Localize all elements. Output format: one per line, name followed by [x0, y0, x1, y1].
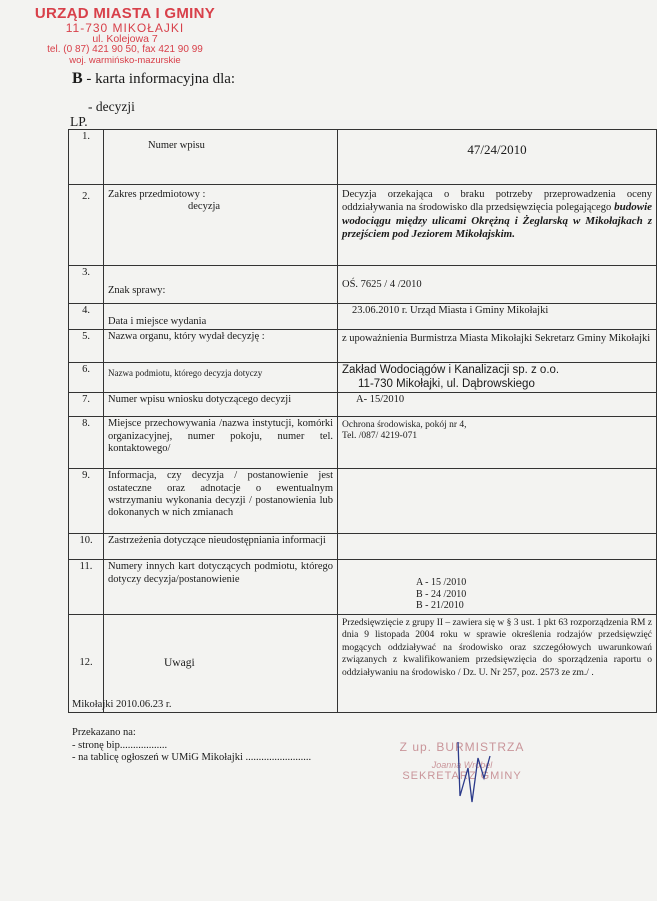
card-subheading: - decyzji [88, 99, 135, 114]
row-label: Nazwa organu, który wydał decyzję : [104, 330, 338, 363]
lp-label: LP. [70, 114, 88, 129]
row-label: Data i miejsce wydania [104, 304, 338, 330]
stamp-line-name: URZĄD MIASTA I GMINY [34, 5, 216, 22]
row-number: 9. [69, 469, 104, 534]
row-label: Uwagi [104, 615, 338, 713]
stamp-line-street: ul. Kolejowa 7 [92, 33, 158, 46]
row-label: Numer wpisu [104, 130, 338, 185]
finality-value [338, 469, 657, 534]
scope-value [338, 185, 657, 266]
row-number: 3. [69, 266, 104, 304]
row-label: Znak sprawy: [104, 266, 338, 304]
row-label: Numer wpisu wniosku dotyczącego decyzji [104, 393, 338, 417]
restrictions-value [338, 534, 657, 560]
row-label: Nazwa podmiotu, którego decyzja dotyczy [104, 363, 338, 393]
storage-phone: Tel. /087/ 4219-071 [342, 431, 418, 442]
table-row [69, 615, 657, 713]
stamp-line-postcode: 11-730 MIKOŁAJKI [65, 20, 185, 35]
table-row [69, 469, 657, 534]
table-row [69, 363, 657, 393]
entity-name: Zakład Wodociągów i Kanalizacji sp. z o.o. [342, 364, 560, 376]
other-cards-value [338, 560, 657, 615]
card-heading-text: - karta informacyjna dla: [86, 71, 236, 87]
row-number: 7. [69, 393, 104, 417]
table-row [69, 417, 657, 469]
table-row [69, 560, 657, 615]
other-card-item: A - 15 /2010 [416, 577, 467, 589]
table-row [69, 185, 657, 266]
row-label [104, 185, 338, 266]
issuing-authority-value: z upoważnienia Burmistrza Miasta Mikołajki Sekretarz Gminy Mikołajki [338, 330, 657, 363]
table-row [69, 130, 657, 185]
row-number: 5. [69, 330, 104, 363]
storage-value [338, 417, 657, 469]
signature-line-name: Joanna Wróbel [431, 760, 493, 770]
row-label: Informacja, czy decyzja / postanowienie jest ostateczne oraz adnotacje o ewentualnym wstrzymaniu wykonania decyzji / postanowienia lub dokonanych w nich zmianach [104, 469, 338, 534]
row-label: Numery innych kart dotyczących podmiotu, którego dotyczy decyzja/postanowienie [104, 560, 338, 615]
handover-bip: - stronę bip.................. [72, 740, 168, 751]
table-row [69, 304, 657, 330]
entity-address: 11-730 Mikołajki, ul. Dąbrowskiego [358, 377, 535, 390]
office-stamp [20, 6, 230, 66]
scope-type: decyzja [188, 201, 221, 213]
application-number-value: A- 15/2010 [338, 393, 657, 417]
other-card-item: B - 24 /2010 [416, 588, 467, 600]
stamp-line-phone: tel. (0 87) 421 90 50, fax 421 90 99 [47, 44, 203, 56]
card-heading [72, 70, 235, 88]
entry-number-value: 47/24/2010 [338, 130, 657, 185]
entity-value [338, 363, 657, 393]
place-date: Mikołajki 2010.06.23 r. [72, 699, 172, 710]
row-number: 12. [69, 615, 104, 713]
card-heading-letter: B [72, 70, 83, 87]
table-row [69, 534, 657, 560]
scope-label: Zakres przedmiotowy : [108, 189, 206, 200]
issue-date-value: 23.06.2010 r. Urząd Miasta i Gminy Mikołajki [338, 304, 657, 330]
scope-value-text: Decyzja orzekająca o braku potrzeby przeprowadzenia oceny oddziaływania na środowisko dla przedsięwzięcia polegającego [342, 189, 652, 214]
other-card-item: B - 21/2010 [416, 600, 464, 612]
row-number: 4. [69, 304, 104, 330]
signature-line-authorisation: Z up. BURMISTRZA [399, 740, 525, 754]
row-label: Miejsce przechowywania /nazwa instytucji, komórki organizacyjnej, numer pokoju, numer tel. kontaktowego/ [104, 417, 338, 469]
row-number: 10. [69, 534, 104, 560]
table-row [69, 393, 657, 417]
storage-place: Ochrona środowiska, pokój nr 4, [342, 420, 467, 431]
row-number: 2. [69, 185, 104, 266]
row-number: 6. [69, 363, 104, 393]
case-number-value: OŚ. 7625 / 4 /2010 [338, 266, 657, 304]
handover-noticeboard: - na tablicę ogłoszeń w UMiG Mikołajki ......................... [72, 752, 312, 763]
row-label: Zastrzeżenia dotyczące nieudostępniania informacji [104, 534, 338, 560]
handover-title: Przekazano na: [72, 727, 136, 738]
table-row [69, 266, 657, 304]
handwritten-signature-icon [440, 738, 510, 808]
table-row [69, 330, 657, 363]
info-card-table [68, 129, 657, 713]
row-number: 8. [69, 417, 104, 469]
scope-value-emphasis: budowie wodociągu między ulicami Okrężną i Żeglarską w Mikołajkach z przejściem pod Jeziorem Mikołajskim. [342, 201, 653, 241]
row-number: 1. [69, 130, 104, 185]
row-number: 11. [69, 560, 104, 615]
signature-line-title: SEKRETARZ GMINY [402, 770, 522, 782]
stamp-line-voivodeship: woj. warmińsko-mazurskie [69, 54, 181, 66]
remarks-value: Przedsięwzięcie z grupy II – zawiera się w § 3 ust. 1 pkt 63 rozporządzenia RM z dnia 9 listopada 2004 roku w sprawie określenia rodzajów przedsięwzięć mogących oddziaływać na środowisko oraz szczegółowych uwarunkowań związanych z kwalifikowaniem przedsięwzięcia do sporządzenia raportu o oddziaływaniu na środowisko / Dz. U. Nr 257, poz. 2573 ze zm./ . [338, 615, 657, 713]
